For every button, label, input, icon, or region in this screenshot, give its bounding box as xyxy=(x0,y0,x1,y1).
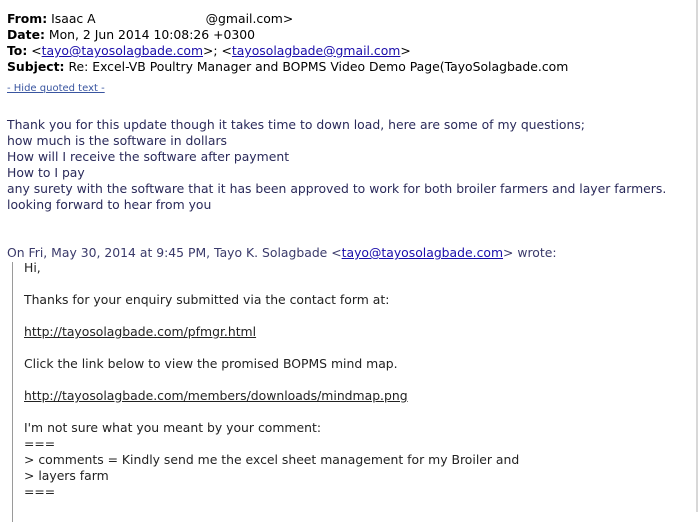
subject-label: Subject: xyxy=(7,59,65,74)
body-line-6: looking forward to hear from you xyxy=(7,197,212,212)
to-address-1[interactable]: tayo@tayosolagbade.com xyxy=(41,43,204,58)
from-name: Isaac A xyxy=(51,11,96,26)
from-row xyxy=(7,11,293,27)
body-line-5: any surety with the software that it has been approved to work for both broiler farmers and layer farmers. xyxy=(7,181,667,196)
quoted-unsure: I'm not sure what you meant by your comment: xyxy=(24,420,321,435)
quoted-comment-2: > layers farm xyxy=(24,468,109,483)
reply-intro-email[interactable]: tayo@tayosolagbade.com xyxy=(341,245,504,260)
to-address-2[interactable]: tayosolagbade@gmail.com xyxy=(231,43,401,58)
quoted-link-mindmap[interactable]: http://tayosolagbade.com/members/downloads/mindmap.png xyxy=(24,388,408,403)
quoted-separator-2: === xyxy=(24,484,56,499)
to-separator: >; < xyxy=(203,43,232,58)
subject-row xyxy=(7,59,568,75)
quoted-greeting: Hi, xyxy=(24,260,41,275)
redacted-address xyxy=(96,14,206,26)
date-row xyxy=(7,27,255,43)
to-row: To: <tayo@tayosolagbade.com>; <tayosolagbade@gmail.com> xyxy=(7,43,411,58)
quoted-block xyxy=(12,262,698,522)
reply-intro-prefix: On Fri, May 30, 2014 at 9:45 PM, Tayo K. Solagbade < xyxy=(7,245,342,260)
date-value: Mon, 2 Jun 2014 10:08:26 +0300 xyxy=(48,27,255,42)
reply-intro xyxy=(7,245,557,261)
quoted-click: Click the link below to view the promised BOPMS mind map. xyxy=(24,356,398,371)
body-line-3: How will I receive the software after payment xyxy=(7,149,290,164)
subject-value: Re: Excel-VB Poultry Manager and BOPMS Video Demo Page(TayoSolagbade.com xyxy=(68,59,569,74)
quoted-link-pfmgr[interactable]: http://tayosolagbade.com/pfmgr.html xyxy=(24,324,257,339)
to-label: To: xyxy=(7,43,28,58)
from-label: From: xyxy=(7,11,48,26)
body-line-4: How to I pay xyxy=(7,165,85,180)
date-label: Date: xyxy=(7,27,45,42)
body-line-2: how much is the software in dollars xyxy=(7,133,227,148)
hide-quoted-text-link[interactable]: - Hide quoted text - xyxy=(7,83,105,94)
quoted-thanks: Thanks for your enquiry submitted via the contact form at: xyxy=(24,292,390,307)
from-domain: @gmail.com> xyxy=(205,11,294,26)
reply-intro-suffix: > wrote: xyxy=(503,245,557,260)
quoted-separator-1: === xyxy=(24,436,56,451)
body-line-1: Thank you for this update though it takes time to down load, here are some of my questions; xyxy=(7,117,585,132)
quoted-comment-1: > comments = Kindly send me the excel sheet management for my Broiler and xyxy=(24,452,520,467)
